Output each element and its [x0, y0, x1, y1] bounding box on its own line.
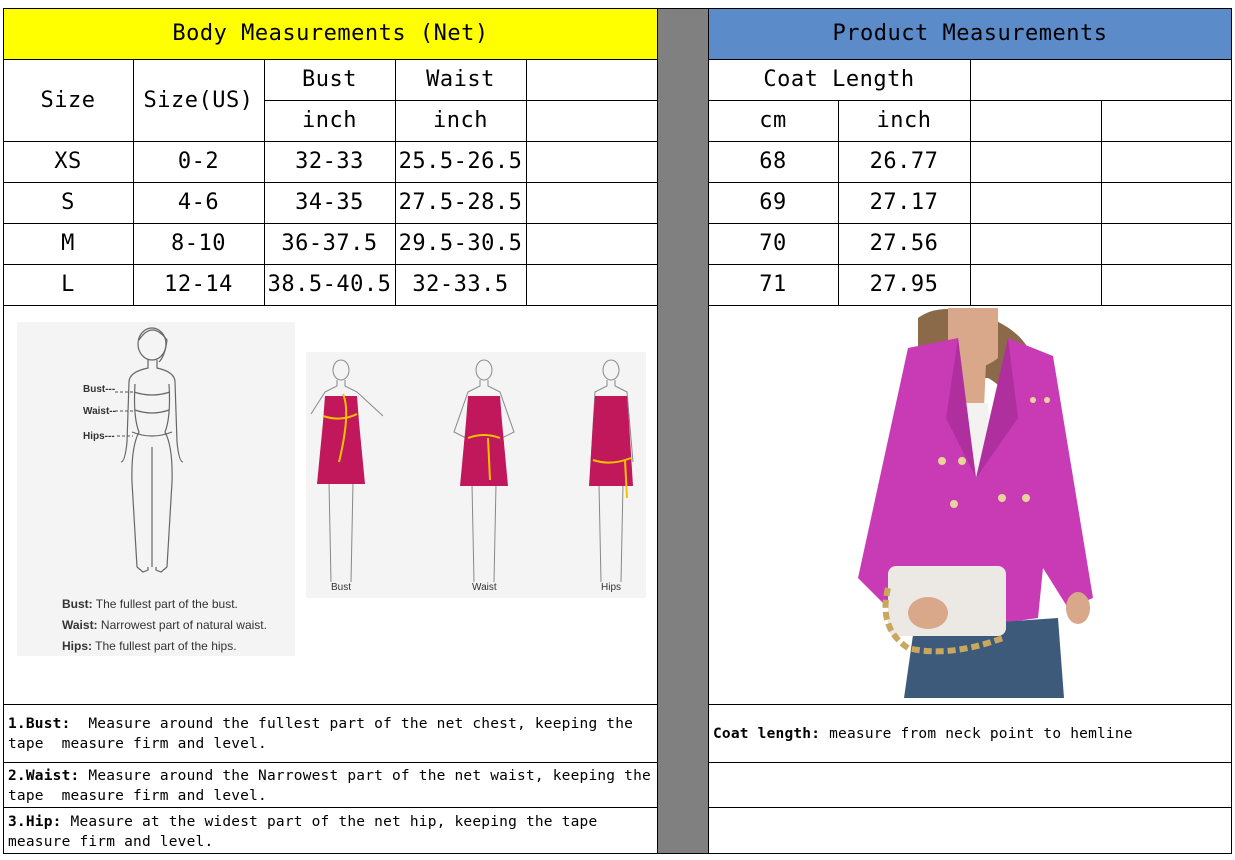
hip-note-term: 3.Hip:	[8, 814, 62, 830]
legend-item	[62, 615, 292, 636]
grid-line	[657, 8, 658, 854]
grid-line	[3, 8, 1232, 9]
grid-line	[526, 59, 527, 305]
bust-figure	[311, 360, 383, 582]
bust-cell: 38.5-40.5	[267, 272, 392, 297]
waist-note-text: Measure around the Narrowest part of the net waist, keeping the tape measure firm and level.	[8, 768, 660, 804]
grid-line	[1101, 100, 1102, 305]
hips-marker-label: Hips---	[83, 431, 115, 442]
header-size-us: Size(US)	[143, 87, 254, 113]
waist-figure	[454, 360, 514, 582]
dress-figures	[306, 352, 646, 598]
grid-line	[3, 305, 658, 306]
coat-cm-cell: 68	[759, 149, 787, 174]
grid-line	[3, 704, 658, 705]
table-separator	[658, 8, 708, 854]
figure-label-hips: Hips	[601, 582, 622, 593]
grid-line	[708, 704, 1232, 705]
grid-line	[3, 807, 658, 808]
grid-line	[708, 305, 1232, 306]
legend-item	[62, 594, 292, 615]
header-coat-length: Coat Length	[763, 67, 915, 92]
waist-cell: 27.5-28.5	[398, 190, 523, 215]
coat-cm-cell: 70	[759, 231, 787, 256]
legend-desc: Narrowest part of natural waist.	[100, 618, 267, 632]
hip-note	[4, 812, 656, 852]
waist-note-term: 2.Waist:	[8, 768, 80, 784]
product-measurements-title: Product Measurements	[832, 21, 1108, 46]
header-waist: Waist	[426, 67, 495, 92]
waist-cell: 32-33.5	[412, 272, 509, 297]
legend-term: Hips:	[62, 639, 92, 653]
size-us-cell: 0-2	[177, 149, 220, 174]
coat-length-note	[709, 724, 1229, 744]
size-cell: XS	[54, 149, 82, 174]
waist-note	[4, 766, 660, 806]
grid-line	[1231, 8, 1232, 854]
bust-note	[4, 714, 656, 754]
header-bust: Bust	[302, 67, 357, 92]
bust-note-term: 1.Bust:	[8, 716, 71, 732]
header-inch: inch	[876, 108, 932, 133]
coat-cm-cell: 71	[759, 272, 787, 297]
grid-line	[3, 853, 1232, 854]
size-us-cell: 4-6	[177, 190, 220, 215]
coat-inch-cell: 27.95	[869, 272, 939, 297]
legend-term: Bust:	[62, 597, 93, 611]
size-us-cell: 12-14	[164, 272, 233, 297]
size-us-cell: 8-10	[171, 231, 226, 256]
bust-cell: 36-37.5	[281, 231, 378, 256]
coat-inch-cell: 27.56	[869, 231, 939, 256]
body-diagram-panel	[17, 322, 295, 656]
hip-note-text: Measure at the widest part of the net hip, keeping the tape measure firm and level.	[8, 814, 607, 850]
waist-marker-label: Waist--	[83, 406, 116, 417]
header-waist-unit: inch	[433, 108, 488, 133]
header-cm: cm	[759, 108, 787, 133]
diagram-legend	[62, 594, 292, 657]
bust-cell: 32-33	[295, 149, 364, 174]
waist-cell: 29.5-30.5	[398, 231, 523, 256]
blazer-model-image	[848, 308, 1098, 698]
coat-inch-cell: 27.17	[869, 190, 939, 215]
hips-figure	[589, 360, 633, 582]
coat-cm-cell: 69	[759, 190, 787, 215]
figure-label-waist: Waist	[472, 582, 497, 593]
coat-length-note-term: Coat length:	[713, 726, 821, 742]
product-photo	[848, 308, 1098, 698]
bust-note-text: Measure around the fullest part of the net chest, keeping the tape measure firm and level.	[8, 716, 643, 752]
figure-label-bust: Bust	[331, 582, 352, 593]
bust-cell: 34-35	[295, 190, 364, 215]
legend-desc: The fullest part of the hips.	[95, 639, 237, 653]
header-bust-unit: inch	[302, 108, 357, 133]
grid-line	[3, 762, 658, 763]
size-cell: S	[61, 190, 75, 215]
header-size: Size	[40, 87, 96, 113]
legend-term: Waist:	[62, 618, 98, 632]
coat-length-note-text: measure from neck point to hemline	[820, 726, 1133, 742]
legend-desc: The fullest part of the bust.	[95, 597, 238, 611]
size-cell: M	[61, 231, 75, 256]
grid-line	[708, 762, 1232, 763]
bust-marker-label: Bust---	[83, 384, 116, 395]
body-measurements-title: Body Measurements (Net)	[172, 21, 489, 46]
coat-inch-cell: 26.77	[869, 149, 939, 174]
dress-figures-panel	[306, 352, 646, 598]
legend-item	[62, 636, 292, 657]
waist-cell: 25.5-26.5	[398, 149, 523, 174]
grid-line	[970, 59, 971, 305]
size-cell: L	[61, 272, 75, 297]
grid-line	[708, 807, 1232, 808]
